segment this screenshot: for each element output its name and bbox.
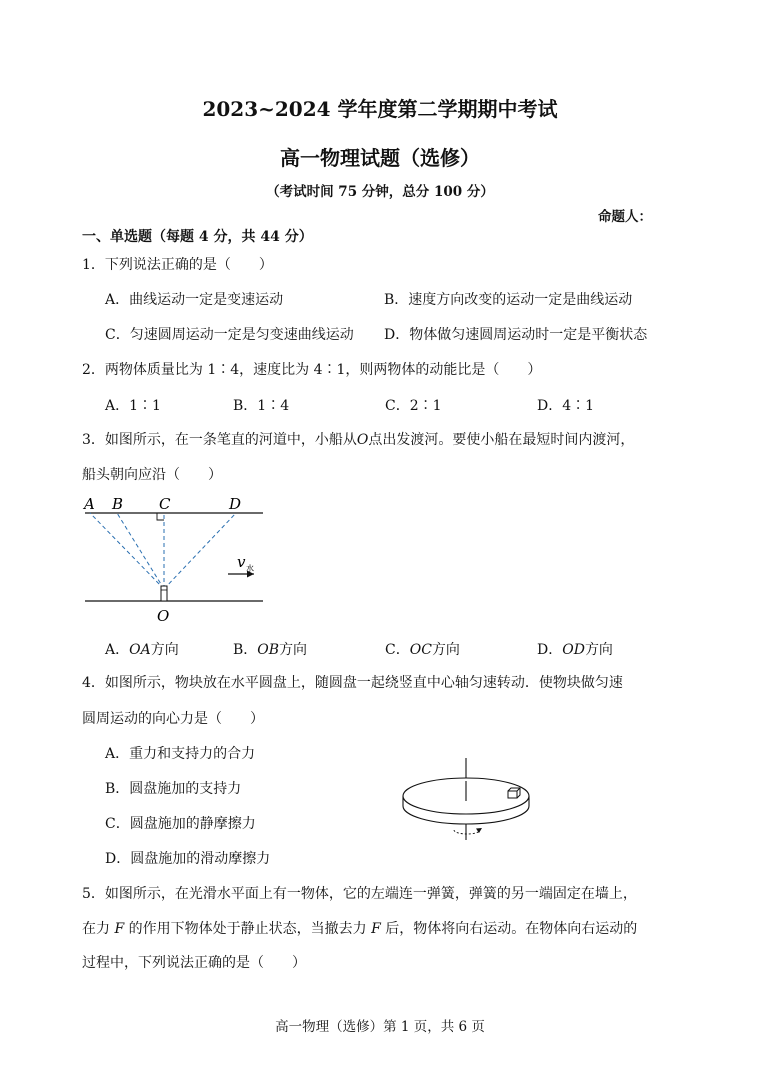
question-4-stem-line2: 圆周运动的向心力是（ ） xyxy=(82,711,264,727)
q1-option-c: C．匀速圆周运动一定是匀变速曲线运动 xyxy=(105,327,354,343)
question-4-stem-line1: 4．如图所示，物块放在水平圆盘上，随圆盘一起绕竖直中心轴匀速转动．使物块做匀速 xyxy=(82,675,623,691)
q4-option-b: B．圆盘施加的支持力 xyxy=(105,781,242,797)
paper-subtitle: 高一物理试题（选修） xyxy=(280,146,480,170)
label-d: D xyxy=(229,495,242,513)
label-c: C xyxy=(159,495,171,513)
page-footer: 高一物理（选修）第 1 页，共 6 页 xyxy=(275,1019,485,1035)
label-b: B xyxy=(112,495,124,513)
q2-option-a: A．1∶1 xyxy=(105,398,161,414)
q4-option-a: A．重力和支持力的合力 xyxy=(105,746,256,762)
river-crossing-diagram xyxy=(78,490,278,625)
q1-option-a: A．曲线运动一定是变速运动 xyxy=(105,292,284,308)
q2-option-c: C．2∶1 xyxy=(385,398,442,414)
rotating-disc-diagram xyxy=(398,755,538,845)
question-5-line3: 过程中，下列说法正确的是（ ） xyxy=(82,955,306,971)
q2-option-b: B．1∶4 xyxy=(233,398,290,414)
exam-title: 2023~2024 学年度第二学期期中考试 xyxy=(202,97,558,121)
question-3-stem-line2: 船头朝向应沿（ ） xyxy=(82,467,222,483)
question-1-stem: 1．下列说法正确的是（ ） xyxy=(82,257,273,273)
question-5-line2: 在力 F 的作用下物体处于静止状态，当撤去力 F 后，物体将向右运动。在物体向右运动的 xyxy=(82,921,638,937)
question-2-stem: 2．两物体质量比为 1∶4，速度比为 4∶1，则两物体的动能比是（ ） xyxy=(82,362,542,378)
label-o: O xyxy=(157,607,170,625)
label-v-subscript: 水 xyxy=(246,564,254,573)
label-v-water: v xyxy=(237,553,246,571)
q4-option-d: D．圆盘施加的滑动摩擦力 xyxy=(105,851,271,867)
question-3-stem-line1: 3．如图所示，在一条笔直的河道中，小船从O点出发渡河。要使小船在最短时间内渡河， xyxy=(82,432,635,448)
q3-option-d: D．OD方向 xyxy=(537,642,613,658)
author-label: 命题人： xyxy=(598,209,652,225)
q1-option-d: D．物体做匀速圆周运动时一定是平衡状态 xyxy=(384,327,648,343)
q1-option-b: B．速度方向改变的运动一定是曲线运动 xyxy=(384,292,633,308)
q3-option-c: C．OC方向 xyxy=(385,642,460,658)
q3-option-a: A．OA方向 xyxy=(105,642,179,658)
exam-info: （考试时间 75 分钟，总分 100 分） xyxy=(266,184,494,200)
question-5-line1: 5．如图所示，在光滑水平面上有一物体，它的左端连一弹簧，弹簧的另一端固定在墙上， xyxy=(82,886,637,902)
q4-option-c: C．圆盘施加的静摩擦力 xyxy=(105,816,256,832)
q2-option-d: D．4∶1 xyxy=(537,398,595,414)
label-a: A xyxy=(84,495,95,513)
section-heading: 一、单选题（每题 4 分，共 44 分） xyxy=(82,229,313,245)
q3-option-b: B．OB方向 xyxy=(233,642,308,658)
